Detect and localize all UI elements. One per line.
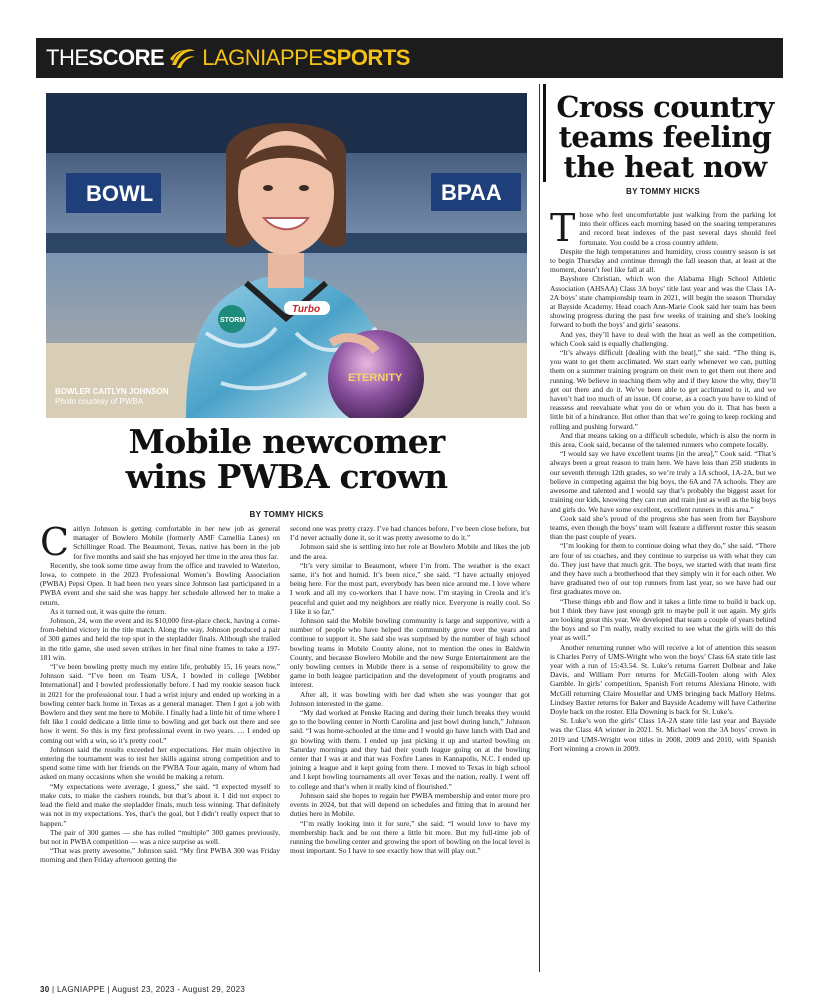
paragraph: “It’s always difficult [dealing with the heat],” she said. “The thing is, you want to get them acclimated. We start early whenever we can, putting them on a summer training program on their own to get them out there and running. We believe in teaching them why and if they know the why, they’ll get out there and do it. We’ve been able to get acclimated to it, and we haven’t had too much of an issue. Of course, as a coach you have to kind of reassess and reevaluate what you do or when you do it. That has been a little bit of a hindrance. But other than that we’re going to keep rocking and rolling and pushing forward.” bbox=[550, 348, 776, 431]
article-left-column-1 bbox=[40, 520, 280, 865]
paragraph: Despite the high temperatures and humidity, cross country season is set to begin Thursday and continue through the fall season that, at least at the moment, doesn’t feel like fall at all. bbox=[550, 246, 776, 275]
headline-mobile-newcomer bbox=[46, 424, 527, 494]
paragraph: And yes, they’ll have to deal with the heat as well as the competition, which Cook said is equally challenging. bbox=[550, 329, 776, 348]
header-score: SCORE bbox=[88, 45, 165, 70]
patch-text: STORM bbox=[220, 317, 246, 324]
paragraph: Recently, she took some time away from the office and traveled to Waterloo, Iowa, to compete in the 2023 Professional Women’s Bowling Association (PWBA) Pepsi Open. It had been two years since Johnson last participated in a PWBA event and she said she was happy her schedule allowed her to make a return. bbox=[40, 560, 280, 607]
byline-right: BY TOMMY HICKS bbox=[626, 187, 700, 196]
byline-left: BY TOMMY HICKS bbox=[249, 510, 324, 519]
paragraph: “My dad worked at Penske Racing and during their lunch breaks they would go to the bowling center in North Carolina and just bowl during lunch,” Johnson said. “I was home-schooled at the time and I would go have lunch with Dad and go bowling with them. I ended up just picking it up and started bowling on Saturday mornings and they had their youth league going on at the bowling center that I was at and that was Foxfire Lanes in Kannapolis, N.C. I ended up joining a league and it kept going from there. I moved to Texas in high school and I kept bowling tournaments all over Texas and the nation, really. I went off to college and that’s when it really kind of flourished.” bbox=[290, 708, 530, 791]
paragraph: “I’m looking for them to continue doing what they do,” she said. “There are four of us coaches, and they continue to surprise us with what they can do. They just have that much grit. The boys, we started with that team first and they have such a brotherhood that they simply win it for each other. We have graduated two of our top runners from last year, so we have had our first graduates move on. bbox=[550, 541, 776, 597]
sign-right-text: BPAA bbox=[441, 180, 502, 205]
paragraph: Another returning runner who will receive a lot of attention this season is Charles Perry of UMS-Wright who won the boys’ Class 6A state title last year with a run of 15:43.54. St. Luke’s returns Garrett Dolbear and Jake Davis, and William Porr returns for McGill-Toolen along with Alex Gamble. In girls’ competition, Spanish Fort returns Alexiana Hinote, with McGill returning Claire Mostellar and UMS bringing back Mallory Helms. Lindsey Baxter returns for Baker and Bayside Academy will have Catherine Doyle back on the roster. Ella Downing is back for St. Luke’s. bbox=[550, 642, 776, 716]
headline-cross-country bbox=[550, 92, 780, 182]
paragraph: As it turned out, it was quite the return. bbox=[50, 606, 167, 616]
paragraph: And that means taking on a difficult schedule, which is also the norm in this area, Cook said, because of the talented runners who compete locally. bbox=[550, 430, 776, 450]
paragraph: The pair of 300 games — she has rolled “multiple” 300 games previously, but not in PWBA competition — was a nice surprise as well. bbox=[40, 827, 280, 846]
footer-dates: August 23, 2023 - August 29, 2023 bbox=[111, 985, 246, 994]
drop-cap: T bbox=[550, 206, 576, 250]
header-lagniappe: LAGNIAPPE bbox=[202, 45, 323, 70]
paragraph: second one was pretty crazy. I’ve had chances before, I’ve been close before, but I’d never actually done it, so it was pretty awesome to do it.” bbox=[290, 524, 530, 543]
photo-caption bbox=[55, 387, 169, 407]
headline-accent-rule bbox=[543, 84, 546, 182]
bowler-photo bbox=[46, 93, 527, 418]
caption-credit: Photo courtesy of PWBA bbox=[55, 397, 144, 406]
drop-cap: C bbox=[40, 520, 70, 564]
sign-left-text: BOWL bbox=[86, 181, 154, 206]
article-left-column-2 bbox=[290, 524, 530, 855]
headline-line-2: teams feeling bbox=[558, 120, 772, 154]
paragraph: “These things ebb and flow and it takes a little time to build it back up, but I think they have just enough grit to maybe pull it out again. My girls are looking great this year. We developed that team a couple of years behind the boys and so I’m really, really excited to see what the girls will do this year as well.” bbox=[550, 596, 776, 643]
paragraph: “It’s very similar to Beaumont, where I’m from. The weather is the exact same, it’s hot and humid. It’s been nice,” she said. “I have actually enjoyed being here. For the most part, everybody has been nice around me. I love where I work and all my co-workers that I have now. I’m staying in Creola and it’s peaceful and quiet and my neighbors are really nice. Everyone is really cool. So I like it so far.” bbox=[290, 560, 530, 616]
paragraph: “I would say we have excellent teams [in the area],” Cook said. “That’s always been a great reason to train here. We have less than 250 students in our seventh through 12th grades, so we’re truly a 1A school, 1A-2A, but we believe in competing against the big boys, the 6A and 7A schools. They are awesome and talented and I would say that’s probably the biggest asset for training our kids, knowing they can run and train just as well as the big boys and girls do. We have some excellent, excellent runners in this area.” bbox=[550, 449, 776, 514]
paragraph: Johnson said the Mobile bowling community is large and supportive, with a number of people who have helped the community grow over the years and continue to support it. She said she was surprised by the number of high school bowling teams in Mobile County alone, not to mention the ones in Baldwin County, and because Bowlero Mobile and the new Surge Entertainment are the only bowling centers in Mobile there is a sense of responsibility to grow the game in both league participation and the development of youth programs and interest. bbox=[290, 616, 530, 690]
footer-publication: LAGNIAPPE bbox=[56, 985, 105, 994]
paragraph: Johnson said the results exceeded her expectations. Her main objective in entering the tournament was to test her skills against strong competition and to spend some time with her friends on the PWBA Tour again, many of whom had asked on many occasions when she would be making a return. bbox=[40, 744, 280, 782]
article-right-column bbox=[550, 206, 776, 753]
column-divider bbox=[539, 84, 540, 972]
headline-line-2: wins PWBA crown bbox=[125, 457, 448, 496]
paragraph: St. Luke’s won the girls’ Class 1A-2A state title last year and Bayside was the Class 4A winner in 2021. St. Michael won the 3A boys’ crown in 2019 and UMS-Wright won titles in 2008, 2009 and 2010, with Spanish Fort winning a crown in 2009. bbox=[550, 716, 776, 753]
headline-line-3: the heat now bbox=[563, 150, 767, 184]
swoosh-logo-icon bbox=[168, 45, 198, 71]
paragraph: Johnson said she hopes to regain her PWBA membership and enter more pro events in 2024, but that will depend on schedules and fitting that in around her duties here in Mobile. bbox=[290, 790, 530, 819]
paragraph: Johnson said she is settling into her role at Bowlero Mobile and likes the job and the area. bbox=[290, 542, 530, 561]
paragraph bbox=[550, 206, 776, 250]
paragraph: Cook said she’s proud of the progress she has seen from her Bayshore teams, even though the boys’ team will feature a different roster this season than the past couple of years. bbox=[550, 513, 776, 542]
paragraph: “I’m really looking into it for sure,” she said. “I would love to have my membership back and be out there a little bit more. But my full-time job of running the bowling center and growing the sport of bowling on the local level is most important. So I have to see exactly how that will play out.” bbox=[290, 818, 530, 856]
page-footer: 30 | LAGNIAPPE | August 23, 2023 - August 29, 2023 bbox=[40, 985, 246, 994]
paragraph bbox=[40, 520, 280, 564]
ball-text: ETERNITY bbox=[348, 372, 403, 384]
header-the: THE bbox=[46, 45, 89, 70]
paragraph-text: hose who feel uncomfortable just walking from the parking lot into their offices each morning based on the soaring temperatures and record heat indexes of the past several days should feel fortunate. You could be a cross country athlete. bbox=[579, 210, 776, 247]
page-number: 30 bbox=[40, 985, 50, 994]
paragraph: “That was pretty awesome,” Johnson said. “My first PWBA 300 was Friday morning and then Friday afternoon getting the bbox=[40, 846, 280, 865]
caption-name: BOWLER CAITLYN JOHNSON bbox=[55, 387, 169, 396]
paragraph: “I’ve been bowling pretty much my entire life, probably 15, 16 years now,” Johnson said. “I’ve been on Team USA, I bowled in college [Webber International] and I bowled professionally before. I had my rookie season back in 2021 for the professional tour. I had a wrist injury and ended up working in a bowling center back home in Texas as a general manager. Then I got a job with Bowlero and they sent me here to Mobile. I finally had a little bit of time where I felt like I could dedicate a little time to bowling and get back out there and see how it went. So this is my first professional event in two years. … I ended up coming out with a win, so it’s pretty cool.” bbox=[40, 662, 280, 745]
paragraph: Johnson, 24, won the event and its $10,000 first-place check, having a come-from-behind victory in the title match. Along the way, Johnson produced a pair of 300 games and held the top spot in the stepladder finals. Although she trailed in the title game, she used seven strikes in her final nine frames to take a 197-181 win. bbox=[40, 616, 280, 662]
section-header-title bbox=[46, 45, 410, 71]
paragraph: After all, it was bowling with her dad when she was younger that got Johnson interested in the game. bbox=[290, 689, 530, 708]
section-header-bar bbox=[36, 38, 783, 78]
header-sports: SPORTS bbox=[322, 45, 410, 70]
paragraph: Bayshore Christian, which won the Alabama High School Athletic Association (AHSAA) Class 3A boys’ title last year and was the Class 1A-2A boys’ state championship team in 2021, will begin the season Thursday at Bayside Academy. Head coach Ann-Marie Cook said her team has been showing progress during the past few weeks of training and she’s looking forward to both the boys’ and girls’ seasons. bbox=[550, 274, 776, 330]
headline-line-1: Cross country bbox=[556, 90, 774, 124]
headline-line-1: Mobile newcomer bbox=[128, 422, 445, 461]
paragraph-text: aitlyn Johnson is getting comfortable in her new job as general manager of Bowlero Mobile (formerly AMF Camellia Lanes) on Schillinger Road. The Beaumont, Texas, native has been in the job for five months and said she has enjoyed her time in the area thus far. bbox=[73, 524, 280, 561]
paragraph: “My expectations were average, I guess,” she said. “I expected myself to make cuts, to make the cashers rounds, but that’s about it. I did not expect to lead the field and make the stepladder finals, much less winning. That definitely was not in my expectations. Yes, that’s the goal, but I didn’t really expect that to happen.” bbox=[40, 781, 280, 828]
shirt-logo-text: Turbo bbox=[292, 304, 321, 315]
